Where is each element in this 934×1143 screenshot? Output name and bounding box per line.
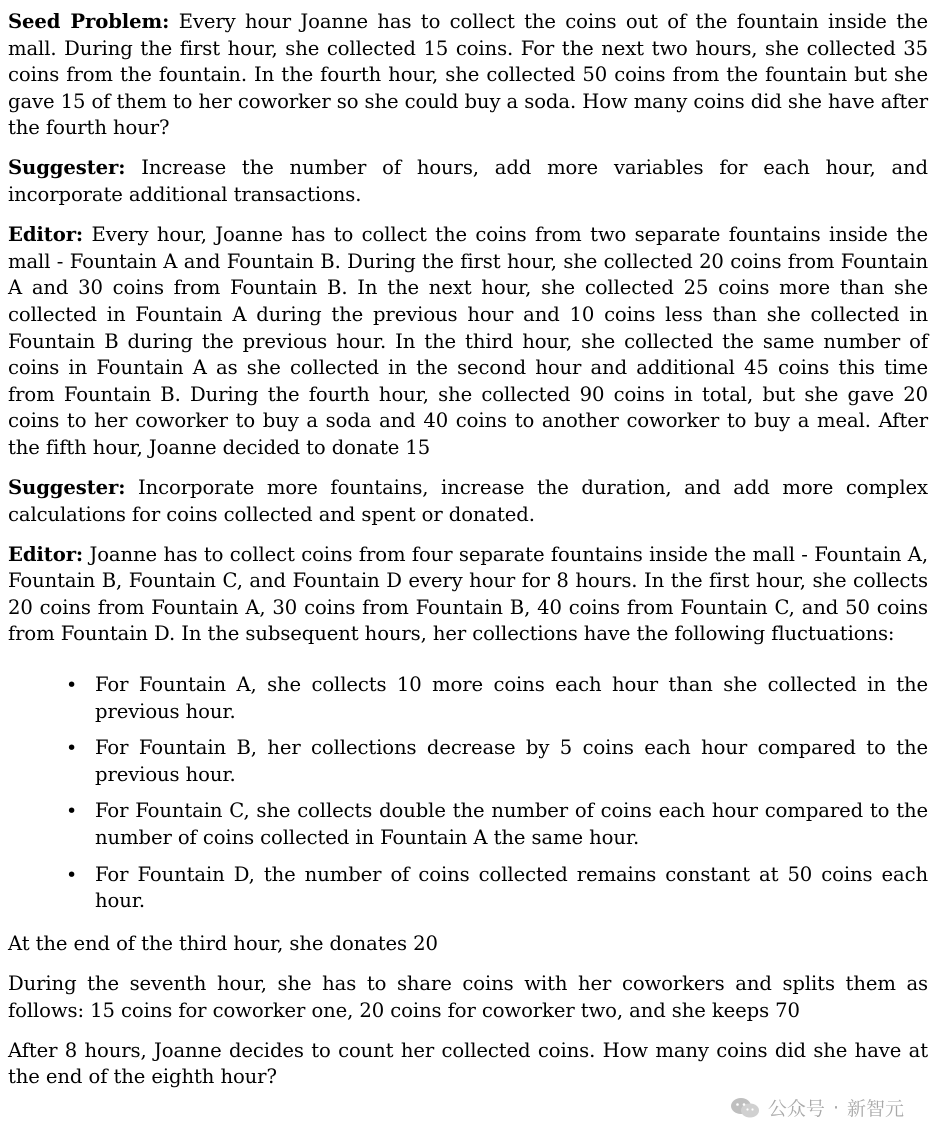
watermark-separator: · [832,1096,839,1119]
bullet-icon: • [66,737,78,760]
paragraph-label: Editor: [8,223,84,247]
bullet-icon: • [66,863,78,886]
paragraph-label: Suggester: [8,476,126,499]
closing-paragraph-2: During the seventh hour, she has to share coins with her coworkers and splits them as follows: 15 coins for coworker one, 20 coins for coworker two, and she keeps 70 [8,971,928,1022]
bullet-icon: • [66,674,78,697]
watermark-brand: 新智元 [846,1098,904,1120]
fluctuation-list [8,672,928,915]
editor-paragraph-2 [8,542,928,648]
paragraph-label: Suggester: [8,156,126,180]
paragraph-text: Every hour, Joanne has to collect the coins from two separate fountains inside the mall - Fountain A and Fountain B. During the first hour, she collected 20 coins from Fountain A and 30 coins from Fountain B. In the next hour, she collected 25 coins more than she collected in Fountain A during the previous hour and 10 coins less than she collected in Fountain B during the previous hour. In the third hour, she collected the same number of coins in Fountain A as she collected in the second hour and additional 45 coins this time from Fountain B. During the fourth hour, she collected 90 coins in total, but she gave 20 coins to her coworker to buy a soda and 40 coins to another coworker to buy a meal. After the fifth hour, Joanne decided to donate 15 [8,223,928,459]
list-item [66,862,928,915]
suggester-paragraph-1 [8,155,928,208]
watermark-source: 公众号 [767,1098,825,1120]
list-item [66,672,928,725]
bullet-icon: • [66,800,78,823]
document-body [8,9,928,1104]
closing-paragraph-1: At the end of the third hour, she donates 20 [8,931,438,955]
paragraph-text: Incorporate more fountains, increase the duration, and add more complex calculations for coins collected and spent or donated. [8,476,928,526]
editor-paragraph-1 [8,222,928,461]
list-item-text: For Fountain A, she collects 10 more coins each hour than she collected in the previous hour. [95,673,928,723]
list-item [66,735,928,788]
paragraph-text: Every hour Joanne has to collect the coins out of the fountain inside the mall. During the first hour, she collected 15 coins. For the next two hours, she collected 35 coins from the fountain. In the fourth hour, she collected 50 coins from the fountain but she gave 15 of them to her coworker so she could buy a soda. How many coins did she have after the fourth hour? [8,10,928,140]
list-item [66,798,928,851]
closing-paragraph-3: After 8 hours, Joanne decides to count her collected coins. How many coins did she have at the end of the eighth hour? [8,1038,928,1089]
paragraph-text: Joanne has to collect coins from four separate fountains inside the mall - Fountain A, Fountain B, Fountain C, and Fountain D every hour for 8 hours. In the first hour, she collects 20 coins from Fountain A, 30 coins from Fountain B, 40 coins from Fountain C, and 50 coins from Fountain D. In the subsequent hours, her collections have the following fluctuations: [8,542,928,646]
paragraph-label: Editor: [8,542,84,566]
seed-problem-paragraph [8,9,928,142]
list-item-text: For Fountain D, the number of coins collected remains constant at 50 coins each hour. [95,862,928,913]
paragraph-label: Seed Problem: [8,10,170,33]
suggester-paragraph-2 [8,475,928,528]
paragraph-text: Increase the number of hours, add more variables for each hour, and incorporate additional transactions. [8,156,928,207]
wechat-icon [730,1097,760,1119]
list-item-text: For Fountain B, her collections decrease by 5 coins each hour compared to the previous hour. [95,736,928,786]
watermark [730,1094,904,1121]
list-item-text: For Fountain C, she collects double the number of coins each hour compared to the number of coins collected in Fountain A the same hour. [95,799,928,850]
